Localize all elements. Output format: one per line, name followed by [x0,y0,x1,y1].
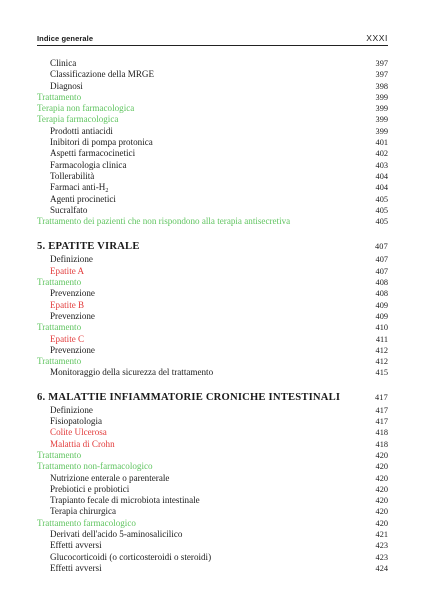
toc-entry[interactable] [37,495,388,506]
toc-entry[interactable] [37,439,388,450]
toc-entry-label [50,137,153,148]
toc-entry-text: Fisiopatologia [50,416,103,427]
toc-entry[interactable] [37,563,388,574]
section-gap [37,379,388,391]
toc-entry-label [50,484,129,495]
toc-entry[interactable] [37,552,388,563]
toc-entry-label [50,160,127,171]
toc-entry-text: Clinica [50,58,77,68]
toc-entry-page-number: 420 [375,496,388,506]
toc-entry[interactable] [37,450,388,461]
toc-entry[interactable] [37,529,388,540]
toc-entry[interactable] [37,216,388,227]
toc-entry[interactable] [37,182,388,193]
toc-entry[interactable] [37,405,388,416]
toc-entry-text: Tollerabilità [50,170,95,181]
toc-entry-text: Nutrizione enterale o parenterale [50,472,170,483]
toc-entry[interactable] [37,345,388,356]
toc-entry-text: Trattamento [37,449,82,460]
toc-entry-label [50,194,116,205]
toc-entry-label [37,461,153,472]
toc-entry-page-number: 404 [375,183,388,193]
toc-entry-label [50,367,213,378]
toc-entry-page-number: 417 [375,417,388,427]
toc-entry-label [50,205,87,216]
toc-entry-label [37,92,81,103]
toc-entry-label [50,473,169,484]
header-rule [37,45,388,46]
toc-entry-text: Terapia farmacologica [37,114,119,125]
toc-entry-page-number: 423 [375,552,388,562]
toc-entry-page-number: 409 [375,300,388,310]
toc-entry-page-number: 409 [375,311,388,321]
toc-entry-text: Epatite B [50,299,85,310]
toc-entry[interactable] [37,160,388,171]
toc-entry[interactable] [37,540,388,551]
toc-entry-text: Glucocorticoidi (o corticosteroidi o steroidi) [50,551,212,562]
running-title: Indice generale [37,34,94,43]
toc-entry-text: Colite Ulcerosa [50,427,107,438]
toc-entry-page-number: 404 [375,171,388,181]
chapter-page-number: 407 [374,242,388,252]
toc-entry[interactable] [37,58,388,69]
toc-entry-label [50,552,211,563]
toc-entry-label [50,126,113,137]
toc-entry[interactable] [37,103,388,114]
toc-entry-page-number: 412 [375,345,388,355]
toc-entry-text: Prevenzione [50,288,95,299]
chapter-title: 6. MALATTIE INFIAMMATORIE CRONICHE INTESTINALI [37,391,341,403]
toc-entry-page-number: 421 [375,529,388,539]
toc-entry[interactable] [37,92,388,103]
toc-entry-page-number: 420 [375,450,388,460]
toc-entry-label [50,288,95,299]
toc-entry-page-number: 402 [375,149,388,159]
toc-entry-text: Farmaci anti-H [50,182,106,193]
toc-entry-page-number: 405 [375,217,388,227]
toc-entry-text: Terapia chirurgica [50,506,117,517]
toc-entry-text: Classificazione della MRGE [50,69,155,80]
toc-entry-page-number: 418 [375,428,388,438]
toc-entry-page-number: 420 [375,484,388,494]
toc-entry-label [50,311,95,322]
toc-entry-text: Epatite A [50,265,85,276]
toc-entry[interactable] [37,114,388,125]
toc-entry[interactable] [37,194,388,205]
toc-entry-text: Prebiotici e probiotici [50,483,130,494]
toc-entry-page-number: 410 [375,323,388,333]
toc-entry-text: Trattamento non-farmacologico [37,461,153,472]
toc-entry[interactable] [37,288,388,299]
toc-entry-text: Farmacologia clinica [50,159,127,170]
toc-entry-text: Effetti avversi [50,562,102,573]
toc-entry-page-number: 407 [375,266,388,276]
toc-entry[interactable] [37,461,388,472]
toc-entry-text: Prodotti antiacidi [50,125,113,136]
toc-entry-label [50,416,102,427]
toc-entry-page-number: 399 [375,104,388,114]
toc-entry-page-number: 408 [375,289,388,299]
toc-entry-label [37,216,290,227]
toc-entry-label [37,322,81,333]
toc-entry-label [37,103,134,114]
toc-entry-page-number: 397 [375,70,388,80]
chapter-title: 5. EPATITE VIRALE [37,241,140,253]
toc-entry-label [50,266,84,277]
toc-entry-subscript: 2 [105,188,109,195]
toc-entry-text: Trattamento farmacologico [37,517,136,528]
toc-entry[interactable] [37,266,388,277]
toc-entry-text: Trattamento [37,91,82,102]
chapter-heading[interactable] [37,391,388,405]
toc-entry-label [50,506,116,517]
toc-entry-label [50,427,107,438]
toc-entry[interactable] [37,356,388,367]
page-header [37,30,388,44]
toc-entry-page-number: 420 [375,473,388,483]
toc-entry-page-number: 424 [375,563,388,573]
toc-entry-page-number: 405 [375,205,388,215]
toc-entry-page-number: 411 [375,334,388,344]
toc-entry-text: Monitoraggio della sicurezza del trattamento [50,367,214,378]
toc-entry-text: Agenti procinetici [50,193,116,204]
toc-entry-text: Malattia di Crohn [50,438,115,449]
toc-entry-text: Prevenzione [50,344,95,355]
toc-entry-label [50,540,102,551]
toc-entry[interactable] [37,311,388,322]
toc-entry-text: Inibitori di pompa protonica [50,137,153,148]
toc-entry[interactable] [37,334,388,345]
toc-entry[interactable] [37,69,388,80]
toc-entry-page-number: 399 [375,126,388,136]
toc-entry-label [37,450,81,461]
toc-entry-label [50,345,95,356]
toc-entry-label [50,495,200,506]
toc-entry-text: Trattamento [37,356,82,367]
toc-entry-page-number: 417 [375,405,388,415]
toc-entry-page-number: 418 [375,439,388,449]
toc-entry-text: Trattamento dei pazienti che non rispondono alla terapia antisecretiva [37,216,291,227]
toc-entry[interactable] [37,300,388,311]
toc-entry-page-number: 407 [375,255,388,265]
toc-entry[interactable] [37,367,388,378]
toc-entry-text: Definizione [50,254,93,265]
toc-entry-text: Definizione [50,404,93,415]
table-of-contents [37,58,388,574]
toc-entry[interactable] [37,427,388,438]
toc-entry-label [50,254,93,265]
toc-entry-page-number: 420 [375,507,388,517]
toc-entry-page-number: 420 [375,462,388,472]
page-number: XXXI [366,33,388,43]
toc-entry-label [50,334,84,345]
toc-entry[interactable] [37,137,388,148]
toc-entry-label [50,300,84,311]
toc-entry-text: Trattamento [37,322,82,333]
toc-entry-label [37,277,81,288]
toc-entry-text: Derivati dell'acido 5-aminosalicilico [50,528,183,539]
toc-entry-page-number: 405 [375,194,388,204]
toc-entry-text: Trattamento [37,277,82,288]
toc-entry[interactable] [37,473,388,484]
toc-entry-label [50,81,83,92]
toc-entry-page-number: 399 [375,92,388,102]
toc-entry-page-number: 408 [375,278,388,288]
toc-entry[interactable] [37,322,388,333]
toc-entry-text: Prevenzione [50,310,95,321]
chapter-heading[interactable] [37,240,388,254]
toc-entry-text: Epatite C [50,333,85,344]
toc-entry-page-number: 415 [375,368,388,378]
toc-entry-page-number: 397 [375,59,388,68]
toc-entry-label [50,171,94,182]
toc-entry[interactable] [37,171,388,182]
toc-entry[interactable] [37,277,388,288]
toc-entry-label [37,114,118,125]
section-gap [37,227,388,240]
toc-entry-text: Terapia non farmacologica [37,103,135,114]
toc-entry-label [50,69,154,80]
toc-entry-page-number: 398 [375,81,388,91]
toc-entry-page-number: 420 [375,518,388,528]
toc-entry[interactable] [37,506,388,517]
toc-entry-label [50,563,102,574]
toc-entry-label [50,529,182,540]
chapter-page-number: 417 [374,392,388,402]
toc-entry-label [37,518,136,529]
toc-entry[interactable] [37,254,388,265]
toc-entry[interactable] [37,205,388,216]
toc-entry-label [50,439,115,450]
toc-entry[interactable] [37,81,388,92]
toc-entry-text: Sucralfato [50,204,88,215]
toc-entry[interactable] [37,484,388,495]
toc-entry-text: Aspetti farmacocinetici [50,148,136,159]
toc-entry-label [37,356,81,367]
toc-entry-text: Trapianto fecale di microbiota intestinale [50,495,200,506]
toc-entry-label [50,148,135,159]
toc-entry-label [50,405,93,416]
toc-entry-page-number: 399 [375,115,388,125]
toc-entry[interactable] [37,148,388,159]
toc-entry-label [50,58,76,69]
toc-entry-page-number: 423 [375,541,388,551]
toc-entry-page-number: 401 [375,138,388,148]
toc-entry-text: Effetti avversi [50,540,102,551]
toc-entry[interactable] [37,126,388,137]
toc-entry-page-number: 412 [375,357,388,367]
toc-entry-text: Diagnosi [50,80,83,91]
toc-entry-page-number: 403 [375,160,388,170]
toc-entry[interactable] [37,416,388,427]
toc-entry[interactable] [37,518,388,529]
